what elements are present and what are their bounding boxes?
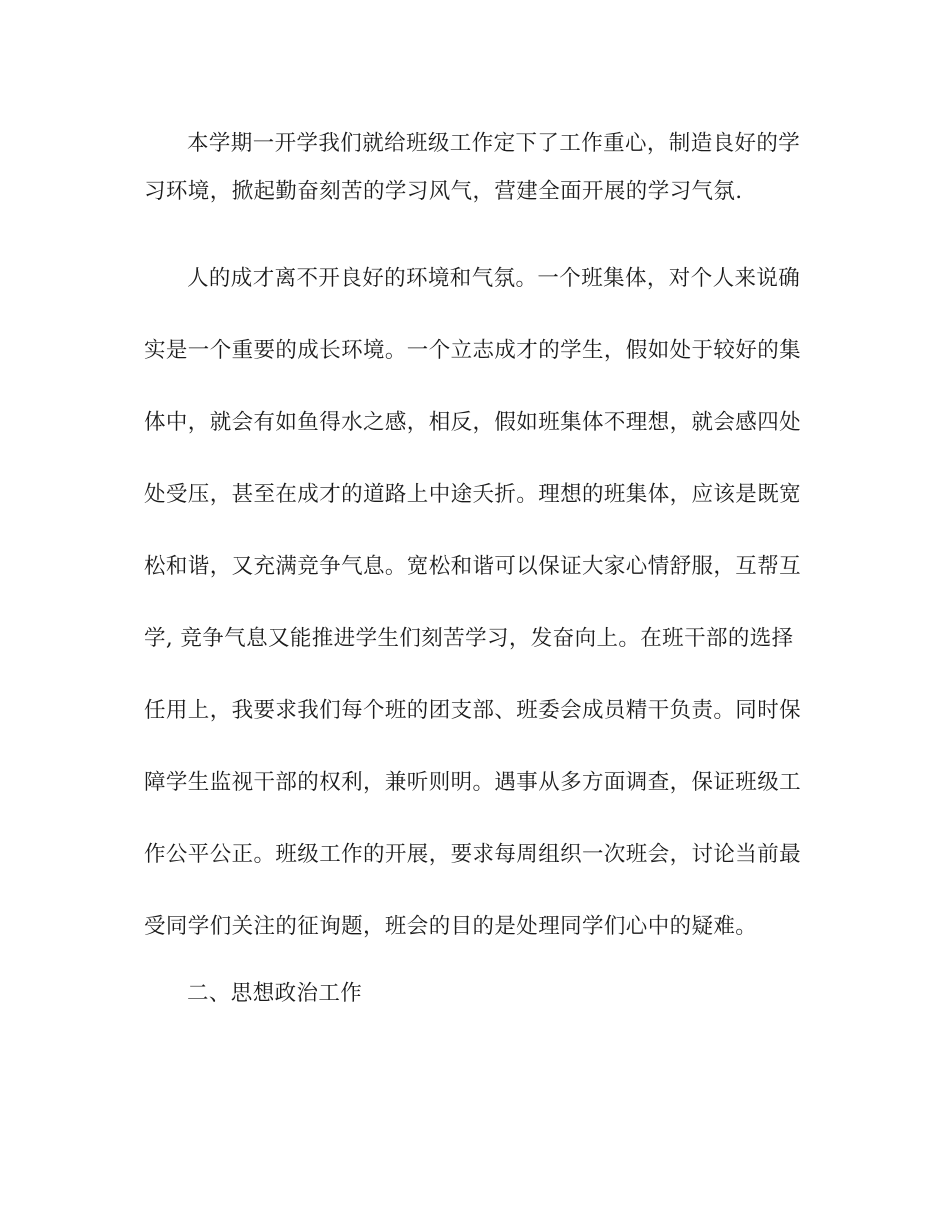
paragraph-2-line-5: 松和谐，又充满竞争气息。宽松和谐可以保证大家心情舒服，互帮互 — [144, 554, 802, 579]
paragraph-2-line-3: 体中，就会有如鱼得水之感，相反，假如班集体不理想，就会感四处 — [144, 410, 802, 435]
paragraph-2-line-7: 任用上，我要求我们每个班的团支部、班委会成员精干负责。同时保 — [144, 698, 802, 723]
paragraph-1-line-1: 本学期一开学我们就给班级工作定下了工作重心，制造良好的学 — [187, 131, 801, 156]
section-heading: 二、思想政治工作 — [187, 981, 363, 1006]
paragraph-2-line-2: 实是一个重要的成长环境。一个立志成才的学生，假如处于较好的集 — [144, 338, 802, 363]
paragraph-2-line-10: 受同学们关注的征询题，班会的目的是处理同学们心中的疑难。 — [144, 914, 758, 939]
paragraph-2-line-9: 作公平公正。班级工作的开展，要求每周组织一次班会，讨论当前最 — [144, 842, 802, 867]
paragraph-2-line-6: 学, 竞争气息又能推进学生们刻苦学习，发奋向上。在班干部的选择 — [144, 626, 794, 651]
paragraph-2-line-4: 处受压，甚至在成才的道路上中途夭折。理想的班集体，应该是既宽 — [144, 482, 802, 507]
paragraph-2-line-1: 人的成才离不开良好的环境和气氛。一个班集体，对个人来说确 — [187, 266, 801, 291]
paragraph-1-line-2: 习环境，掀起勤奋刻苦的学习风气，营建全面开展的学习气氛. — [144, 179, 743, 204]
paragraph-2-line-8: 障学生监视干部的权利，兼听则明。遇事从多方面调查，保证班级工 — [144, 770, 802, 795]
